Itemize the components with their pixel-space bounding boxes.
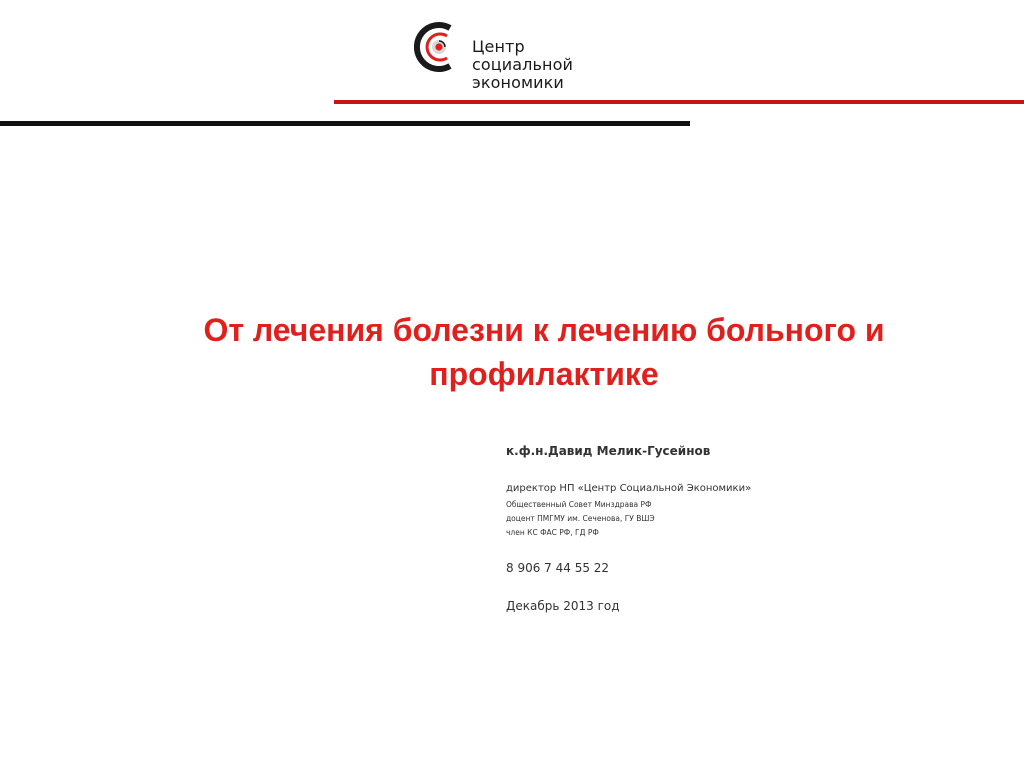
organization-logo	[414, 18, 614, 96]
presentation-date: Декабрь 2013 год	[506, 599, 620, 613]
contact-phone: 8 906 7 44 55 22	[506, 561, 610, 575]
author-position: член КС ФАС РФ, ГД РФ	[506, 528, 599, 537]
author-info-block	[506, 444, 1006, 613]
author-position: доцент ПМГМУ им. Сеченова, ГУ ВШЭ	[506, 514, 655, 523]
logo-line-1: Центр	[472, 37, 525, 56]
circular-target-logo-icon	[414, 20, 464, 74]
logo-line-3: экономики	[472, 73, 564, 92]
logo-wordmark	[472, 38, 573, 92]
author-position: Общественный Совет Минздрава РФ	[506, 500, 652, 509]
author-name: к.ф.н.Давид Мелик-Гусейнов	[506, 444, 711, 458]
red-divider-line	[334, 100, 1024, 104]
author-role: директор НП «Центр Социальной Экономики»	[506, 483, 752, 494]
black-divider-line	[0, 121, 690, 126]
logo-line-2: социальной	[472, 55, 573, 74]
slide-title: От лечения болезни к лечению больного и профилактике	[203, 312, 885, 392]
